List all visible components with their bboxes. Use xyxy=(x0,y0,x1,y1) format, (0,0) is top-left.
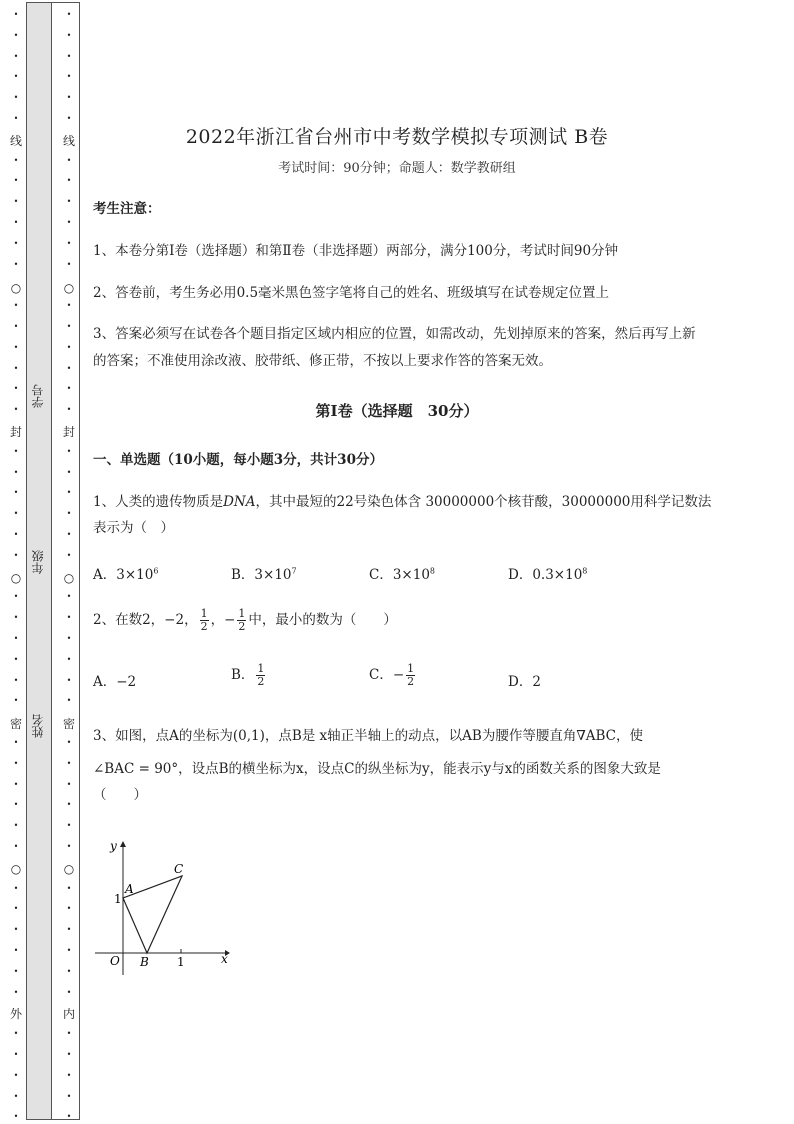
q1-option-a-exp: 6 xyxy=(153,566,159,576)
frac-den: 2 xyxy=(200,620,208,633)
question-1-line-2: 表示为（ ） xyxy=(93,520,174,536)
binding-dot: • xyxy=(66,946,72,955)
binding-dot: • xyxy=(66,1091,72,1101)
binding-dot: • xyxy=(13,946,19,955)
binding-circle: ○ xyxy=(63,281,75,295)
binding-dot: • xyxy=(66,446,72,456)
binding-dot: • xyxy=(66,488,72,498)
binding-dot: • xyxy=(66,842,72,851)
q1-option-a[interactable] xyxy=(93,563,158,583)
point-b-label: B xyxy=(140,955,149,969)
notes-heading: 考生注意： xyxy=(93,201,161,217)
section-title: 第I卷（选择题 30分） xyxy=(315,402,479,420)
q1-option-c-exp: 8 xyxy=(429,566,436,576)
binding-dot: • xyxy=(13,238,19,248)
binding-dot: • xyxy=(13,342,19,352)
y-one-label: 1 xyxy=(114,892,122,906)
coordinate-figure xyxy=(90,835,240,980)
binding-dot: • xyxy=(13,509,19,519)
binding-dot: • xyxy=(13,779,19,789)
q2-fraction-half xyxy=(200,608,209,633)
q1-text-b: ，其中最短的22号染色体含 30000000个核苷酸，30000000用科学记数法 xyxy=(255,494,712,510)
binding-dot: • xyxy=(13,530,19,539)
q1-dna: DNA xyxy=(223,494,256,510)
binding-dot: • xyxy=(13,176,19,186)
binding-dot: • xyxy=(66,238,72,248)
binding-dot: • xyxy=(66,738,72,747)
point-c-label: C xyxy=(174,862,184,876)
binding-dot: • xyxy=(66,114,72,123)
binding-dot: • xyxy=(13,405,19,415)
binding-dot: • xyxy=(13,51,19,61)
inner-label-feng: 封 xyxy=(62,425,75,439)
origin-label: O xyxy=(110,954,120,968)
q1-option-b-text: B．3×10 xyxy=(231,567,292,583)
binding-dot: • xyxy=(13,966,19,976)
binding-dot: • xyxy=(66,363,72,373)
binding-dot: • xyxy=(66,550,72,560)
binding-dot: • xyxy=(66,1050,72,1059)
binding-circle: ○ xyxy=(63,571,75,585)
note-item-1: 1、本卷分第I卷（选择题）和第Ⅱ卷（非选择题）两部分，满分100分，考试时间90分钟 xyxy=(93,243,619,259)
part-heading: 一、单选题（10小题，每小题3分，共计30分） xyxy=(93,452,383,468)
q2-option-c-text: C．− xyxy=(369,667,405,683)
x-axis-label: x xyxy=(221,952,228,966)
binding-dot: • xyxy=(13,259,19,269)
binding-dot: • xyxy=(66,176,72,186)
binding-dot: • xyxy=(13,1050,19,1059)
binding-dot: • xyxy=(13,30,19,40)
x-one-label: 1 xyxy=(177,955,185,969)
point-a-label: A xyxy=(125,882,134,896)
binding-dot: • xyxy=(13,613,19,623)
binding-dot: • xyxy=(66,758,72,768)
binding-dot: • xyxy=(66,51,72,61)
binding-circle: ○ xyxy=(10,281,22,295)
q2-option-c-fraction xyxy=(406,663,415,688)
binding-dot: • xyxy=(66,467,72,477)
q2-option-b-text: B． xyxy=(231,667,255,683)
y-axis-arrow xyxy=(120,841,126,847)
field-student-id: 学号 xyxy=(31,384,45,408)
field-name: 姓名 xyxy=(31,714,45,738)
binding-dot: • xyxy=(13,550,19,560)
outer-label-mi: 密 xyxy=(9,717,22,731)
question-1-line-1 xyxy=(93,491,711,513)
binding-dot: • xyxy=(66,93,72,103)
note-item-3: 3、答案必须写在试卷各个题目指定区域内相应的位置，如需改动，先划掉原来的答案，然后再写上新 xyxy=(93,326,696,342)
frac-num: 1 xyxy=(238,607,246,620)
binding-dot: • xyxy=(66,301,72,311)
binding-circle: ○ xyxy=(10,571,22,585)
q1-option-c-text: C．3×10 xyxy=(369,567,430,583)
q1-option-d-exp: 8 xyxy=(582,566,588,576)
binding-dot: • xyxy=(66,259,72,269)
binding-dot: • xyxy=(13,634,19,643)
binding-dot: • xyxy=(66,800,72,810)
binding-dot: • xyxy=(66,592,72,602)
q1-option-d-text: D．0.3×10 xyxy=(508,567,583,583)
q2-fraction-neg-half xyxy=(237,608,246,633)
question-2 xyxy=(93,608,397,633)
binding-circle: ○ xyxy=(63,862,75,876)
q2-option-a[interactable]: A．−2 xyxy=(93,674,137,690)
binding-dot: • xyxy=(13,322,19,331)
binding-dot: • xyxy=(66,530,72,539)
note-item-2: 2、答卷前，考生务必用0.5毫米黑色签字笔将自己的姓名、班级填写在试卷规定位置上 xyxy=(93,285,610,301)
outer-label-wai: 外 xyxy=(9,1007,22,1021)
binding-dot: • xyxy=(13,384,19,394)
q2-suffix: 中，最小的数为（ ） xyxy=(248,612,397,628)
q2-option-b[interactable] xyxy=(231,663,267,688)
note-item-3-cont: 的答案；不准使用涂改液、胶带纸、修正带，不按以上要求作答的答案无效。 xyxy=(93,353,552,369)
binding-dot: • xyxy=(66,1029,72,1039)
outer-label-xian: 线 xyxy=(9,134,22,148)
inner-label-xian: 线 xyxy=(62,134,75,148)
inner-label-nei: 内 xyxy=(62,1007,75,1021)
frac-den: 2 xyxy=(238,620,246,633)
inner-label-mi: 密 xyxy=(62,717,75,731)
binding-dot: • xyxy=(66,405,72,415)
binding-dot: • xyxy=(13,925,19,935)
binding-dot: • xyxy=(66,654,72,664)
binding-dot: • xyxy=(66,72,72,82)
binding-dot: • xyxy=(13,218,19,227)
binding-dot: • xyxy=(66,1070,72,1080)
frac-num: 1 xyxy=(407,662,415,675)
binding-dot: • xyxy=(66,904,72,914)
binding-dot: • xyxy=(13,72,19,82)
binding-dot: • xyxy=(13,446,19,456)
binding-dot: • xyxy=(13,758,19,768)
q1-option-b[interactable] xyxy=(231,563,297,583)
question-3-line-3: （ ） xyxy=(93,787,147,803)
binding-dot: • xyxy=(66,218,72,227)
q1-option-b-exp: 7 xyxy=(291,566,297,576)
frac-den: 2 xyxy=(257,675,265,688)
binding-dot: • xyxy=(66,1112,72,1122)
binding-dot: • xyxy=(13,654,19,664)
binding-dot: • xyxy=(66,987,72,997)
binding-dot: • xyxy=(66,155,72,165)
binding-dot: • xyxy=(13,93,19,103)
binding-dot: • xyxy=(13,738,19,747)
binding-dot: • xyxy=(13,1112,19,1122)
binding-dot: • xyxy=(13,842,19,851)
binding-dot: • xyxy=(13,155,19,165)
q1-option-a-text: A．3×10 xyxy=(93,567,154,583)
field-grade: 年级 xyxy=(31,550,45,574)
binding-dot: • xyxy=(13,10,19,19)
q1-text-a: 1、人类的遗传物质是 xyxy=(93,494,224,510)
binding-dot: • xyxy=(66,966,72,976)
outer-label-feng: 封 xyxy=(9,425,22,439)
binding-dot: • xyxy=(66,696,72,706)
q2-mid: ，− xyxy=(210,612,236,628)
binding-dot: • xyxy=(66,821,72,831)
binding-dot: • xyxy=(13,114,19,123)
binding-dot: • xyxy=(13,363,19,373)
q1-option-d[interactable] xyxy=(508,563,587,583)
binding-dot: • xyxy=(13,800,19,810)
q2-option-b-fraction xyxy=(256,663,265,688)
binding-dot: • xyxy=(66,634,72,643)
frac-num: 1 xyxy=(257,662,265,675)
binding-dot: • xyxy=(13,696,19,706)
binding-dot: • xyxy=(66,10,72,19)
binding-dot: • xyxy=(13,592,19,602)
binding-dot: • xyxy=(66,342,72,352)
binding-dot: • xyxy=(13,675,19,685)
binding-dot: • xyxy=(13,821,19,831)
binding-dot: • xyxy=(13,301,19,311)
page-title: 2022年浙江省台州市中考数学模拟专项测试 B卷 xyxy=(185,126,609,148)
binding-dot: • xyxy=(13,1070,19,1080)
binding-dot: • xyxy=(66,613,72,623)
binding-dot: • xyxy=(66,384,72,394)
binding-dot: • xyxy=(13,467,19,477)
frac-den: 2 xyxy=(407,675,415,688)
binding-dot: • xyxy=(13,904,19,914)
question-3-line-2: ∠BAC = 90°，设点B的横坐标为x，设点C的纵坐标为y，能表示y与x的函数关系的图象大致是 xyxy=(93,761,661,777)
binding-dot: • xyxy=(66,509,72,519)
binding-dot: • xyxy=(13,1091,19,1101)
binding-dot: • xyxy=(66,883,72,893)
binding-dot: • xyxy=(13,488,19,498)
question-3-line-1: 3、如图，点A的坐标为(0,1)，点B是 x轴正半轴上的动点，以AB为腰作等腰直角∇ABC，使 xyxy=(93,728,644,744)
binding-dot: • xyxy=(13,883,19,893)
q2-option-c[interactable] xyxy=(369,663,417,688)
binding-dot: • xyxy=(66,675,72,685)
binding-dot: • xyxy=(66,30,72,40)
q2-option-d[interactable]: D．2 xyxy=(508,674,541,690)
binding-circle: ○ xyxy=(10,862,22,876)
y-axis-label: y xyxy=(110,839,117,853)
frac-num: 1 xyxy=(200,607,208,620)
page-subtitle: 考试时间：90分钟；命题人：数学教研组 xyxy=(278,161,516,176)
binding-dot: • xyxy=(13,197,19,207)
binding-dot: • xyxy=(66,322,72,331)
q1-option-c[interactable] xyxy=(369,563,435,583)
binding-dot: • xyxy=(13,987,19,997)
q2-prefix: 2、在数2，−2， xyxy=(93,612,198,628)
binding-dot: • xyxy=(66,779,72,789)
binding-dot: • xyxy=(66,925,72,935)
binding-dot: • xyxy=(66,197,72,207)
binding-dot: • xyxy=(13,1029,19,1039)
